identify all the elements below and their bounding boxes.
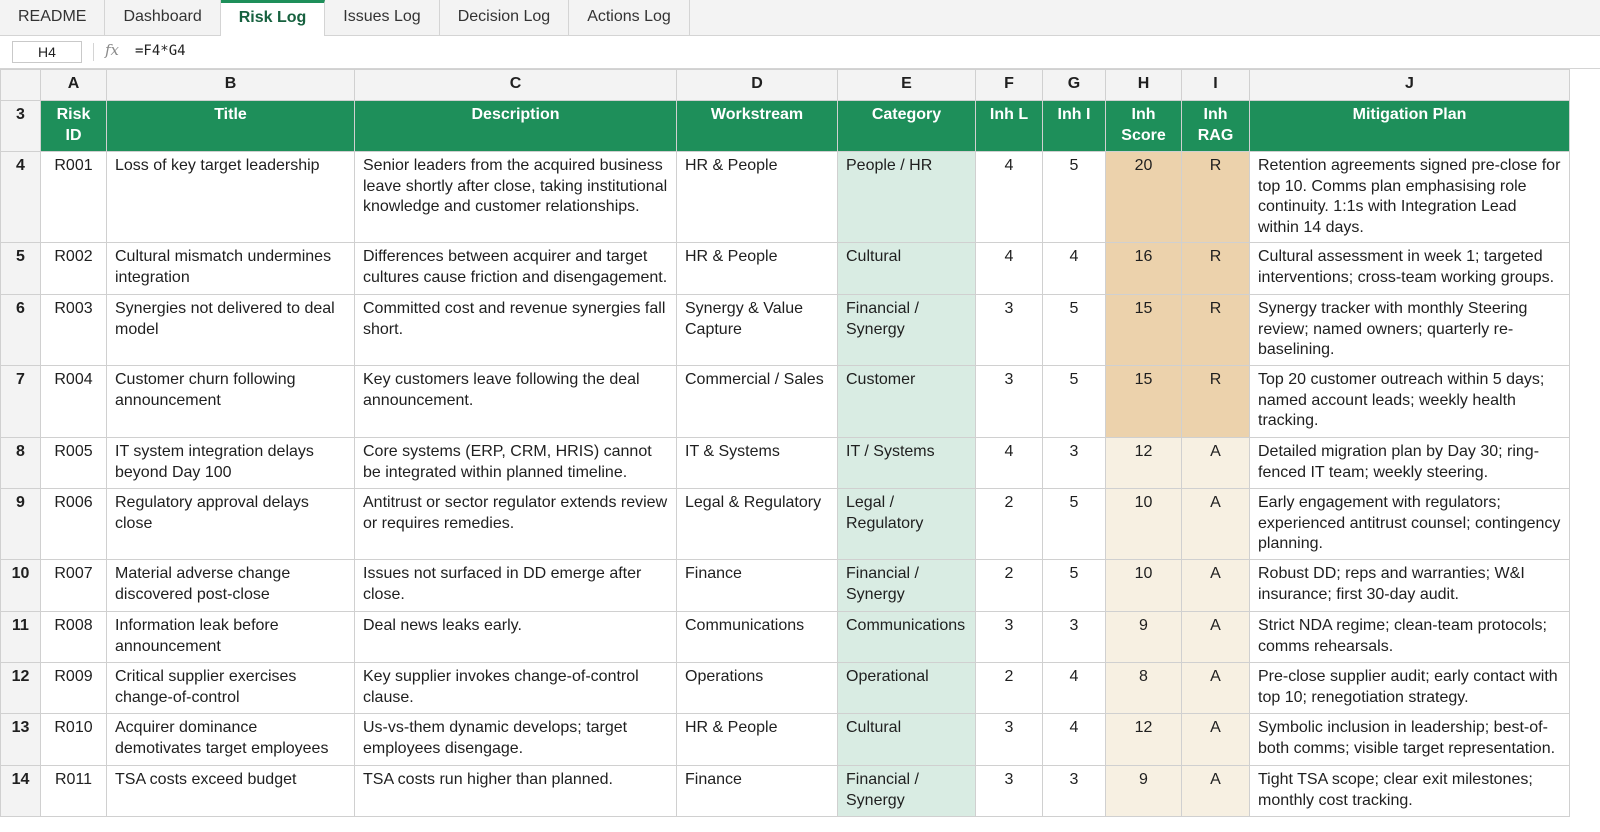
cell-inh-score[interactable]: 12 [1106,714,1182,766]
cell-description[interactable]: Deal news leaks early. [355,612,677,663]
cell-risk-id[interactable]: R007 [41,560,107,612]
cell-inh-rag[interactable]: A [1182,438,1250,489]
cell-title[interactable]: Cultural mismatch undermines integration [107,243,355,295]
cell-title[interactable]: IT system integration delays beyond Day 100 [107,438,355,489]
cell-inh-score[interactable]: 16 [1106,243,1182,295]
cell-inh-l[interactable]: 3 [976,366,1043,438]
row-number[interactable]: 10 [1,560,41,612]
row-number[interactable]: 8 [1,438,41,489]
row-number[interactable]: 5 [1,243,41,295]
cell-title[interactable]: Synergies not delivered to deal model [107,295,355,366]
cell-inh-l[interactable]: 3 [976,295,1043,366]
row-number[interactable]: 11 [1,612,41,663]
table-row [1,714,1570,766]
cell-workstream[interactable]: Commercial / Sales [677,366,838,438]
cell-category[interactable]: Cultural [838,243,976,295]
cell-mitigation-plan[interactable]: Strict NDA regime; clean-team protocols; comms rehearsals. [1250,612,1570,663]
cell-workstream[interactable]: Finance [677,560,838,612]
column-header-g[interactable]: G [1043,70,1106,101]
cell-risk-id[interactable]: R004 [41,366,107,438]
cell-inh-score[interactable]: 9 [1106,612,1182,663]
cell-inh-rag[interactable]: A [1182,766,1250,817]
column-header-d[interactable]: D [677,70,838,101]
cell-risk-id[interactable]: R002 [41,243,107,295]
table-row [1,366,1570,438]
cell-description[interactable]: Antitrust or sector regulator extends review or requires remedies. [355,489,677,560]
cell-inh-rag[interactable]: A [1182,560,1250,612]
table-row [1,489,1570,560]
column-header-a[interactable]: A [41,70,107,101]
cell-category[interactable]: Financial / Synergy [838,295,976,366]
spreadsheet-grid [0,69,1570,817]
cell-inh-score[interactable]: 15 [1106,366,1182,438]
cell-workstream[interactable]: IT & Systems [677,438,838,489]
cell-category[interactable]: Financial / Synergy [838,560,976,612]
cell-inh-rag[interactable]: R [1182,295,1250,366]
cell-risk-id[interactable]: R006 [41,489,107,560]
row-number[interactable]: 12 [1,663,41,714]
cell-title[interactable]: Acquirer dominance demotivates target employees [107,714,355,766]
cell-risk-id[interactable]: R011 [41,766,107,817]
cell-inh-rag[interactable]: R [1182,366,1250,438]
cell-mitigation-plan[interactable]: Cultural assessment in week 1; targeted interventions; cross-team working groups. [1250,243,1570,295]
cell-inh-rag[interactable]: A [1182,714,1250,766]
row-number[interactable]: 6 [1,295,41,366]
cell-inh-l[interactable]: 3 [976,766,1043,817]
cell-description[interactable]: TSA costs run higher than planned. [355,766,677,817]
cell-inh-score[interactable]: 10 [1106,560,1182,612]
header-inh-i[interactable]: Inh I [1043,101,1106,152]
header-workstream[interactable]: Workstream [677,101,838,152]
cell-inh-rag[interactable]: R [1182,152,1250,243]
cell-inh-l[interactable]: 2 [976,663,1043,714]
cell-inh-l[interactable]: 3 [976,714,1043,766]
table-row [1,612,1570,663]
tab-issues-log[interactable]: Issues Log [325,0,439,36]
cell-mitigation-plan[interactable]: Tight TSA scope; clear exit milestones; monthly cost tracking. [1250,766,1570,817]
tab-actions-log[interactable]: Actions Log [569,0,690,36]
cell-description[interactable]: Issues not surfaced in DD emerge after close. [355,560,677,612]
cell-inh-i[interactable]: 5 [1043,366,1106,438]
tab-readme[interactable]: README [0,0,105,36]
header-title[interactable]: Title [107,101,355,152]
cell-inh-i[interactable]: 3 [1043,766,1106,817]
formula-bar [0,36,1600,69]
cell-mitigation-plan[interactable]: Detailed migration plan by Day 30; ring-fenced IT team; weekly steering. [1250,438,1570,489]
cell-inh-l[interactable]: 4 [976,243,1043,295]
table-row [1,560,1570,612]
cell-description[interactable]: Differences between acquirer and target cultures cause friction and disengagement. [355,243,677,295]
cell-description[interactable]: Key customers leave following the deal announcement. [355,366,677,438]
cell-mitigation-plan[interactable]: Pre-close supplier audit; early contact with top 10; renegotiation strategy. [1250,663,1570,714]
header-inh-score[interactable]: Inh Score [1106,101,1182,152]
cell-inh-l[interactable]: 4 [976,152,1043,243]
header-category[interactable]: Category [838,101,976,152]
column-header-i[interactable]: I [1182,70,1250,101]
cell-title[interactable]: Critical supplier exercises change-of-control [107,663,355,714]
cell-title[interactable]: TSA costs exceed budget [107,766,355,817]
row-number[interactable]: 14 [1,766,41,817]
tab-dashboard[interactable]: Dashboard [105,0,220,36]
cell-description[interactable]: Senior leaders from the acquired business leave shortly after close, taking institutional knowledge and customer relationships. [355,152,677,243]
cell-inh-score[interactable]: 12 [1106,438,1182,489]
cell-mitigation-plan[interactable]: Early engagement with regulators; experienced antitrust counsel; contingency planning. [1250,489,1570,560]
table-row [1,663,1570,714]
cell-inh-l[interactable]: 4 [976,438,1043,489]
header-risk-id[interactable]: Risk ID [41,101,107,152]
cell-risk-id[interactable]: R003 [41,295,107,366]
table-row [1,243,1570,295]
cell-inh-rag[interactable]: R [1182,243,1250,295]
column-header-c[interactable]: C [355,70,677,101]
cell-category[interactable]: People / HR [838,152,976,243]
formula-bar-divider [93,43,94,61]
cell-description[interactable]: Committed cost and revenue synergies fall short. [355,295,677,366]
cell-workstream[interactable]: Synergy & Value Capture [677,295,838,366]
cell-inh-i[interactable]: 4 [1043,714,1106,766]
header-inh-rag[interactable]: Inh RAG [1182,101,1250,152]
cell-workstream[interactable]: Legal & Regulatory [677,489,838,560]
cell-workstream[interactable]: HR & People [677,243,838,295]
table-row [1,295,1570,366]
cell-inh-i[interactable]: 5 [1043,560,1106,612]
header-inh-l[interactable]: Inh L [976,101,1043,152]
row-number[interactable]: 3 [1,101,41,152]
row-number[interactable]: 7 [1,366,41,438]
column-header-h[interactable]: H [1106,70,1182,101]
cell-inh-i[interactable]: 5 [1043,152,1106,243]
cell-category[interactable]: Legal / Regulatory [838,489,976,560]
cell-title[interactable]: Customer churn following announcement [107,366,355,438]
cell-description[interactable]: Key supplier invokes change-of-control clause. [355,663,677,714]
cell-reference-box[interactable]: H4 [12,41,82,63]
cell-category[interactable]: Cultural [838,714,976,766]
formula-input[interactable]: =F4*G4 [135,43,186,59]
sheet-tab-bar [0,0,1600,36]
select-all-corner[interactable] [1,70,41,101]
cell-inh-rag[interactable]: A [1182,663,1250,714]
cell-category[interactable]: Communications [838,612,976,663]
cell-category[interactable]: Operational [838,663,976,714]
cell-inh-score[interactable]: 15 [1106,295,1182,366]
fx-icon: fx [105,41,120,59]
cell-workstream[interactable]: Operations [677,663,838,714]
cell-inh-i[interactable]: 3 [1043,612,1106,663]
cell-title[interactable]: Regulatory approval delays close [107,489,355,560]
cell-risk-id[interactable]: R008 [41,612,107,663]
tab-decision-log[interactable]: Decision Log [440,0,570,36]
column-header-e[interactable]: E [838,70,976,101]
cell-workstream[interactable]: HR & People [677,714,838,766]
cell-inh-score[interactable]: 9 [1106,766,1182,817]
column-header-row [1,70,1570,101]
table-row [1,152,1570,243]
cell-workstream[interactable]: Finance [677,766,838,817]
cell-risk-id[interactable]: R001 [41,152,107,243]
header-mitigation-plan[interactable]: Mitigation Plan [1250,101,1570,152]
header-description[interactable]: Description [355,101,677,152]
table-row [1,766,1570,817]
cell-description[interactable]: Us-vs-them dynamic develops; target employees disengage. [355,714,677,766]
column-header-b[interactable]: B [107,70,355,101]
cell-risk-id[interactable]: R009 [41,663,107,714]
row-number[interactable]: 13 [1,714,41,766]
cell-category[interactable]: Customer [838,366,976,438]
cell-inh-score[interactable]: 8 [1106,663,1182,714]
cell-inh-i[interactable]: 3 [1043,438,1106,489]
table-row [1,438,1570,489]
cell-inh-i[interactable]: 4 [1043,243,1106,295]
cell-inh-rag[interactable]: A [1182,612,1250,663]
cell-inh-score[interactable]: 20 [1106,152,1182,243]
cell-mitigation-plan[interactable]: Synergy tracker with monthly Steering review; named owners; quarterly re-baselining. [1250,295,1570,366]
cell-risk-id[interactable]: R005 [41,438,107,489]
cell-title[interactable]: Loss of key target leadership [107,152,355,243]
cell-inh-rag[interactable]: A [1182,489,1250,560]
column-header-f[interactable]: F [976,70,1043,101]
row-number[interactable]: 9 [1,489,41,560]
cell-inh-i[interactable]: 5 [1043,295,1106,366]
cell-title[interactable]: Material adverse change discovered post-close [107,560,355,612]
cell-mitigation-plan[interactable]: Top 20 customer outreach within 5 days; named account leads; weekly health tracking. [1250,366,1570,438]
cell-workstream[interactable]: Communications [677,612,838,663]
cell-inh-i[interactable]: 4 [1043,663,1106,714]
cell-inh-score[interactable]: 10 [1106,489,1182,560]
cell-inh-l[interactable]: 2 [976,560,1043,612]
cell-description[interactable]: Core systems (ERP, CRM, HRIS) cannot be integrated within planned timeline. [355,438,677,489]
tab-risk-log[interactable]: Risk Log [221,0,326,37]
cell-mitigation-plan[interactable]: Robust DD; reps and warranties; W&I insurance; first 30-day audit. [1250,560,1570,612]
column-header-j[interactable]: J [1250,70,1570,101]
cell-inh-l[interactable]: 3 [976,612,1043,663]
cell-risk-id[interactable]: R010 [41,714,107,766]
cell-inh-i[interactable]: 5 [1043,489,1106,560]
table-header-row [1,101,1570,152]
row-number[interactable]: 4 [1,152,41,243]
cell-inh-l[interactable]: 2 [976,489,1043,560]
cell-mitigation-plan[interactable]: Retention agreements signed pre-close for top 10. Comms plan emphasising role continuity. 1:1s with Integration Lead within 14 days. [1250,152,1570,243]
cell-title[interactable]: Information leak before announcement [107,612,355,663]
cell-workstream[interactable]: HR & People [677,152,838,243]
cell-category[interactable]: IT / Systems [838,438,976,489]
cell-category[interactable]: Financial / Synergy [838,766,976,817]
cell-mitigation-plan[interactable]: Symbolic inclusion in leadership; best-of-both comms; visible target representation. [1250,714,1570,766]
